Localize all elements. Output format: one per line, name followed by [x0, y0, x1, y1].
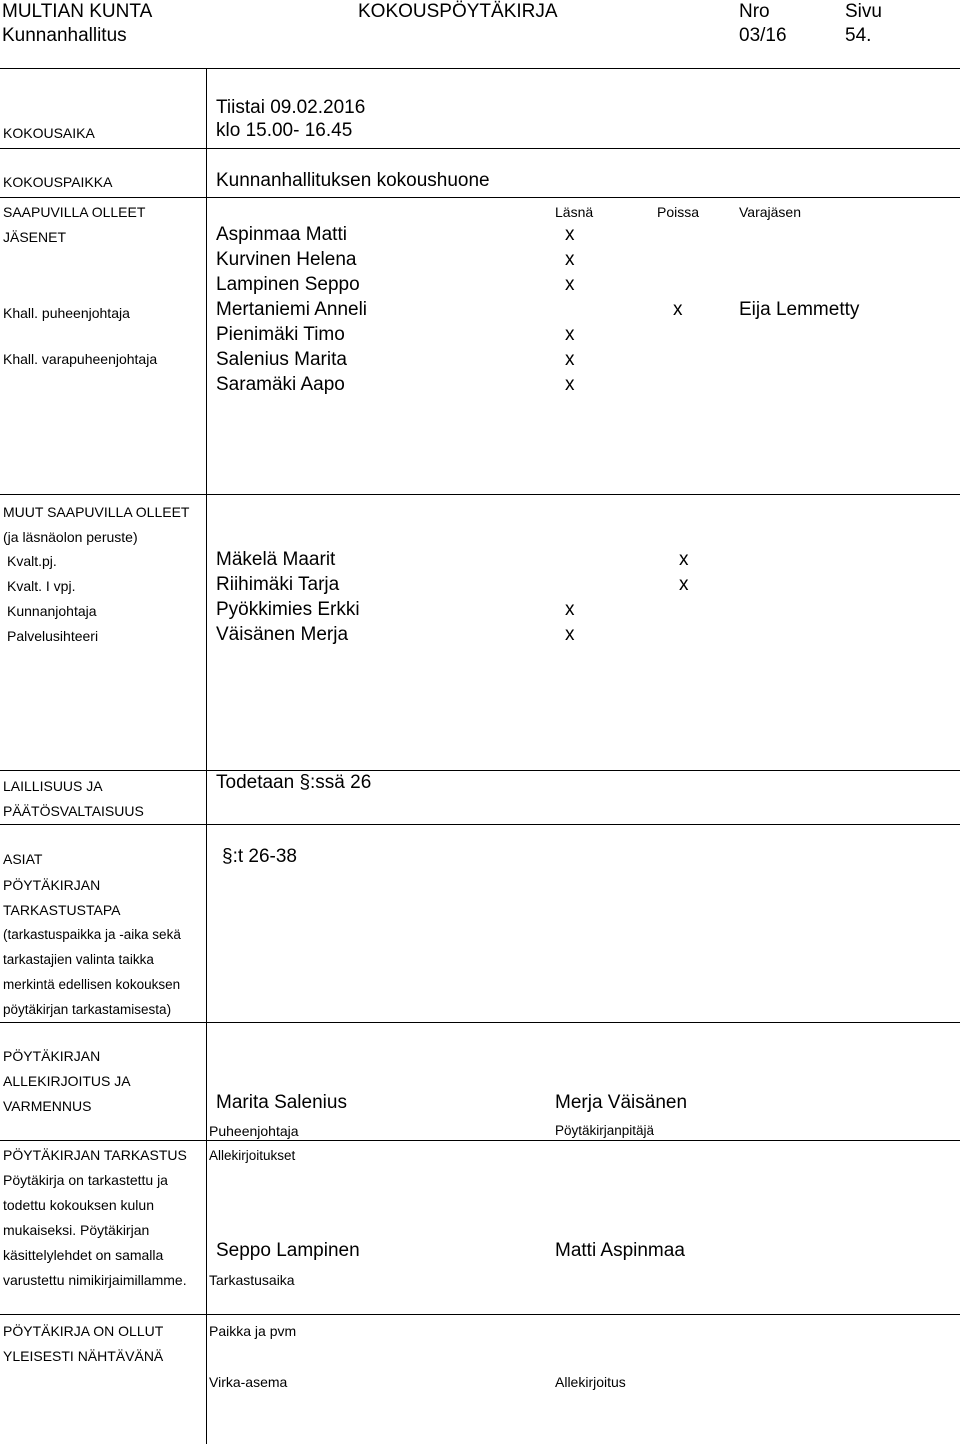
present-mark: x [565, 324, 575, 345]
present-mark: x [565, 599, 575, 620]
review-time-label: Tarkastusaika [209, 1272, 295, 1288]
present-mark: x [565, 274, 575, 295]
reviewer-name: Matti Aspinmaa [555, 1240, 685, 1261]
review-label: PÖYTÄKIRJAN TARKASTUS [3, 1147, 187, 1163]
attendee-name: Riihimäki Tarja [216, 574, 340, 595]
signature-label: Allekirjoitus [555, 1374, 626, 1390]
member-name: Pienimäki Timo [216, 324, 345, 345]
section-divider [0, 494, 960, 495]
signing-label: VARMENNUS [3, 1098, 92, 1114]
review-text-line: käsittelylehdet on samalla [3, 1247, 164, 1263]
signer-role: Pöytäkirjanpitäjä [555, 1123, 655, 1138]
matters-text: §:t 26-38 [222, 846, 297, 867]
nro-label: Nro [739, 1, 770, 22]
attendance-label: SAAPUVILLA OLLEET [3, 204, 146, 220]
signer-name: Merja Väisänen [555, 1092, 688, 1113]
review-text-line: todettu kokouksen kulun [3, 1197, 154, 1213]
meeting-place-label: KOKOUSPAIKKA [3, 174, 113, 190]
position-label: Virka-asema [209, 1374, 288, 1390]
review-text-line: varustettu nimikirjaimillamme. [3, 1272, 187, 1288]
sivu-value: 54. [845, 25, 872, 46]
members-label: JÄSENET [3, 229, 67, 245]
present-mark: x [565, 249, 575, 270]
review-text-line: Pöytäkirja on tarkastettu ja [3, 1172, 168, 1188]
municipality-name: MULTIAN KUNTA [2, 1, 153, 22]
public-label: PÖYTÄKIRJA ON OLLUT [3, 1323, 164, 1339]
attendee-name: Pyökkimies Erkki [216, 599, 360, 620]
present-mark: x [565, 349, 575, 370]
attendee-role: Kvalt.pj. [7, 553, 57, 569]
meeting-time: klo 15.00- 16.45 [216, 120, 353, 141]
body-name: Kunnanhallitus [2, 25, 127, 46]
others-sublabel: (ja läsnäolon peruste) [3, 529, 138, 545]
meeting-time-label: KOKOUSAIKA [3, 125, 95, 141]
member-name: Lampinen Seppo [216, 274, 360, 295]
sivu-label: Sivu [845, 1, 882, 22]
attendee-role: Kunnanjohtaja [7, 603, 97, 619]
member-role: Khall. puheenjohtaja [3, 305, 130, 321]
member-name: Saramäki Aapo [216, 374, 345, 395]
legality-text: Todetaan §:ssä 26 [216, 772, 372, 793]
nro-value: 03/16 [739, 25, 787, 46]
present-mark: x [565, 374, 575, 395]
column-divider [206, 68, 207, 1444]
attendee-role: Kvalt. I vpj. [7, 578, 76, 594]
matters-label: ASIAT [3, 851, 43, 867]
section-divider [0, 1314, 960, 1315]
absent-mark: x [673, 299, 683, 320]
public-label: YLEISESTI NÄHTÄVÄNÄ [3, 1348, 164, 1364]
signer-name: Marita Salenius [216, 1092, 347, 1113]
member-name: Mertaniemi Anneli [216, 299, 368, 320]
place-date-label: Paikka ja pvm [209, 1323, 297, 1339]
meeting-place: Kunnanhallituksen kokoushuone [216, 170, 490, 191]
header-divider [0, 68, 960, 69]
section-divider [0, 1140, 960, 1141]
absent-mark: x [679, 549, 689, 570]
legality-label: PÄÄTÖSVALTAISUUS [3, 803, 144, 819]
column-absent: Poissa [657, 204, 700, 220]
meeting-date: Tiistai 09.02.2016 [216, 97, 366, 118]
substitute-name: Eija Lemmetty [739, 299, 860, 320]
review-text-line: mukaiseksi. Pöytäkirjan [3, 1222, 150, 1238]
attendee-name: Mäkelä Maarit [216, 549, 336, 570]
member-name: Aspinmaa Matti [216, 224, 347, 245]
check-method-line: (tarkastuspaikka ja -aika sekä [3, 927, 181, 942]
section-divider [0, 770, 960, 771]
present-mark: x [565, 624, 575, 645]
member-name: Salenius Marita [216, 349, 347, 370]
check-method-line: tarkastajien valinta taikka [3, 952, 154, 967]
column-present: Läsnä [555, 204, 594, 220]
member-role: Khall. varapuheenjohtaja [3, 351, 158, 367]
absent-mark: x [679, 574, 689, 595]
section-divider [0, 148, 960, 149]
check-method-line: pöytäkirjan tarkastamisesta) [3, 1002, 172, 1017]
check-method-line: TARKASTUSTAPA [3, 902, 121, 918]
present-mark: x [565, 224, 575, 245]
document-type: KOKOUSPÖYTÄKIRJA [358, 1, 558, 22]
section-divider [0, 197, 960, 198]
signer-role: Puheenjohtaja [209, 1123, 299, 1139]
attendee-role: Palvelusihteeri [7, 628, 99, 644]
column-substitute: Varajäsen [739, 204, 802, 220]
reviewer-name: Seppo Lampinen [216, 1240, 360, 1261]
signatures-label: Allekirjoitukset [209, 1148, 296, 1163]
check-method-line: merkintä edellisen kokouksen [3, 977, 181, 992]
signing-label: PÖYTÄKIRJAN [3, 1048, 101, 1064]
others-label: MUUT SAAPUVILLA OLLEET [3, 504, 190, 520]
section-divider [0, 824, 960, 825]
member-name: Kurvinen Helena [216, 249, 357, 270]
legality-label: LAILLISUUS JA [3, 778, 103, 794]
check-method-line: PÖYTÄKIRJAN [3, 877, 101, 893]
attendee-name: Väisänen Merja [216, 624, 349, 645]
section-divider [0, 1022, 960, 1023]
signing-label: ALLEKIRJOITUS JA [3, 1073, 131, 1089]
